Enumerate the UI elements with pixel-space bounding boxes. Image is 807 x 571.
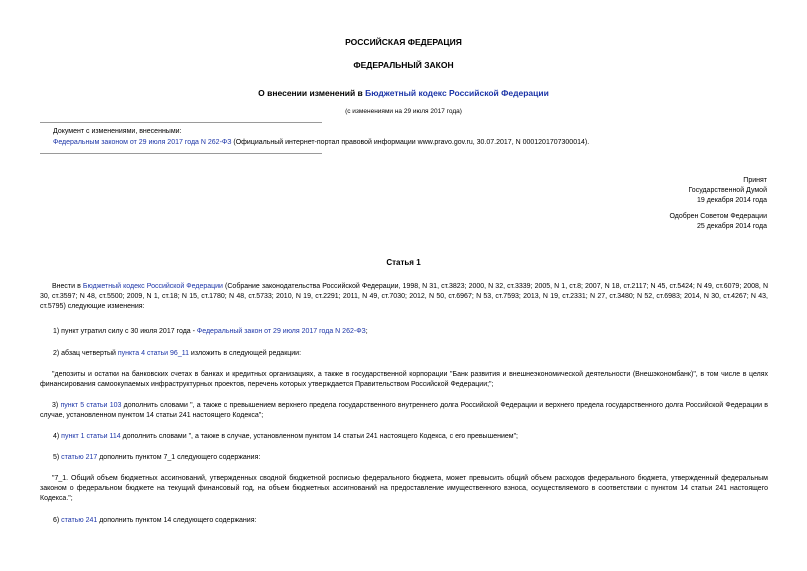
item1-law-link[interactable]: Федеральный закон от 29 июля 2017 года N 262-ФЗ: [196, 328, 366, 335]
item4-post: дополнить словами ", а также в случае, установленном пунктом 14 статьи 241 настоящего Кодекса, с его превышением";: [120, 433, 519, 440]
item4-pre: 4): [53, 433, 62, 440]
intro-budget-code-link[interactable]: Бюджетный кодекс Российской Федерации: [82, 283, 223, 290]
item-5-quote: "7_1. Общий объем бюджетных ассигнований, утвержденных сводной бюджетной росписью федерального бюджета, может превысить общий объем расходов федерального бюджета, утвержденный федеральным законом о федеральном бюджете на текущий финансовый год, на объем бюджетных ассигнований на предоставление имущественного взноса, осуществляемого в соответствии с пунктом 14 статьи 241 настоящего Кодекса.";: [40, 475, 768, 502]
intro-pre: Внести в: [52, 283, 83, 290]
item3-post: дополнить словами ", а также с превышением верхнего предела государственного внутреннего долга Российской Федерации и верхнего предела государственного долга Российской Федерации в случае, установленном пунктом 14 статьи 241 настоящего Кодекса";: [40, 402, 769, 419]
top-divider: [40, 122, 322, 123]
country-heading: РОССИЙСКАЯ ФЕДЕРАЦИЯ: [345, 37, 462, 47]
item-2-quote: "депозиты и остатки на банковских счетах в банках и кредитных организациях, а также в государственной корпорации "Банк развития и внешнеэкономической деятельности (Внешэкономбанк)", в том числе в целях финансирования самоокупаемых инфраструктурных проектов, перечень которых утверждается Правительством Российской Федерации;";: [40, 371, 768, 388]
item1-pre: 1) пункт утратил силу с 30 июля 2017 года -: [53, 328, 197, 335]
amendment-note: (с изменениями на 29 июля 2017 года): [345, 108, 462, 115]
article-intro: [40, 282, 768, 312]
item6-link[interactable]: статью 241: [61, 517, 98, 524]
doc-changes-line: [53, 138, 589, 148]
intro-post: (Собрание законодательства Российской Федерации, 1998, N 31, ст.3823; 2000, N 32, ст.3339; 2005, N 1, ст.8; 2007, N 18, ст.2117; N 45, ст.5424; N 49, ст.6079; 2008, N 30, ст.3597; N 48, ст.5500; 2009, N 1, ст.18; N 15, ст.1780; N 48, ст.5733; 2010, N 19, ст.2291; 2011, N 49, ст.7030; 2012, N 50, ст.6967; N 53, ст.7593; 2013, N 19, ст.2331; N 27, ст.3480; N 52, ст.6983; 2014, N 30, ст.4267; N 43, ст.5795) следующие изменения:: [40, 283, 768, 310]
council-label: Одобрен Советом Федерации: [669, 213, 767, 220]
budget-code-link[interactable]: Бюджетный кодекс Российской Федерации: [365, 88, 549, 98]
item1-post: ;: [365, 328, 368, 335]
article-heading: Статья 1: [386, 258, 421, 267]
bottom-divider: [40, 153, 322, 154]
item6-pre: 6): [53, 517, 62, 524]
item-2: [53, 349, 768, 359]
title-prefix: О внесении изменений в: [258, 88, 366, 98]
council-date: 25 декабря 2014 года: [696, 223, 767, 230]
item3-link[interactable]: пункт 5 статьи 103: [60, 402, 122, 409]
doc-changes-source: (Официальный интернет-портал правовой информации www.pravo.gov.ru, 30.07.2017, N 0001201707300014).: [231, 139, 590, 146]
item-1: [53, 327, 768, 337]
duma-date: 19 декабря 2014 года: [696, 197, 767, 204]
item6-post: дополнить пунктом 14 следующего содержания:: [97, 517, 257, 524]
doc-changes-label: Документ с изменениями, внесенными:: [53, 128, 182, 135]
item3-pre: 3): [52, 402, 61, 409]
item5-post: дополнить пунктом 7_1 следующего содержания:: [97, 454, 261, 461]
item-3: [40, 401, 768, 421]
item2-post: изложить в следующей редакции:: [188, 350, 302, 357]
adoption-block: [669, 176, 767, 232]
item5-pre: 5): [53, 454, 62, 461]
law-type-heading: ФЕДЕРАЛЬНЫЙ ЗАКОН: [353, 60, 454, 70]
law-title: [0, 88, 807, 98]
duma-label: Государственной Думой: [688, 187, 767, 194]
item-4: [53, 432, 768, 442]
item4-link[interactable]: пункт 1 статьи 114: [61, 433, 121, 440]
item-5: [53, 453, 768, 463]
item2-pre: 2) абзац четвертый: [53, 350, 118, 357]
accepted-label: Принят: [743, 177, 767, 184]
amending-law-link[interactable]: Федеральным законом от 29 июля 2017 года N 262-ФЗ: [53, 139, 232, 146]
item5-link[interactable]: статью 217: [61, 454, 98, 461]
item2-link[interactable]: пункта 4 статьи 96_11: [117, 350, 189, 357]
item-6: [53, 516, 768, 526]
